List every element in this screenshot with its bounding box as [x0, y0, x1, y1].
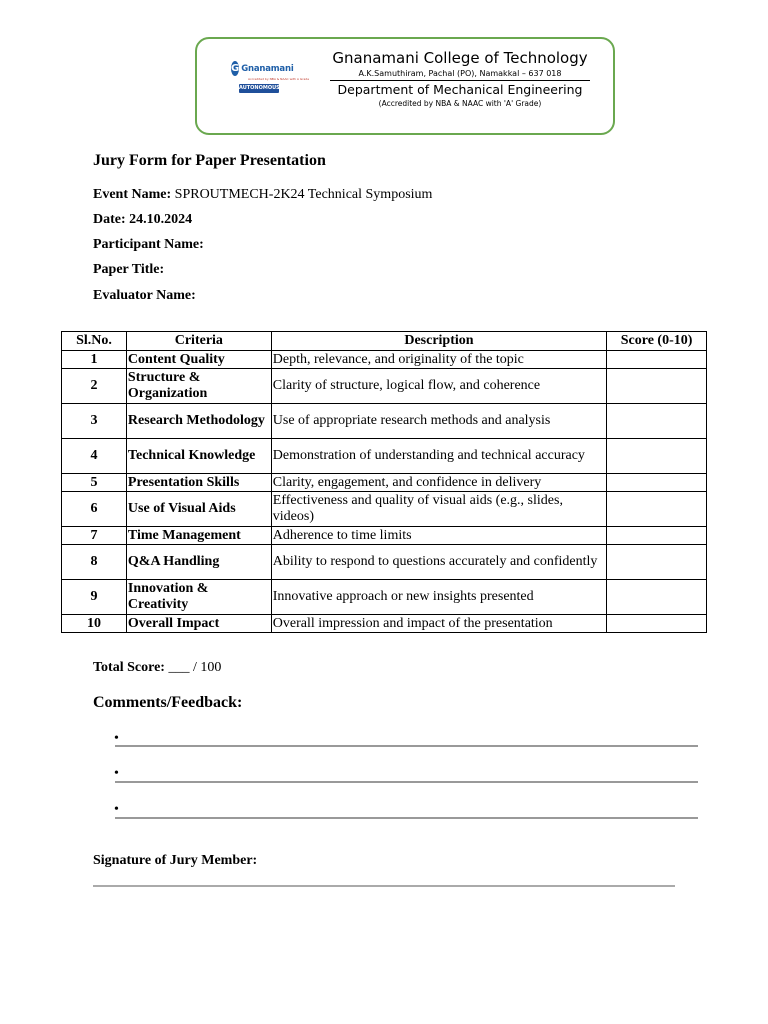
accreditation-note: (Accredited by NBA & NAAC with 'A' Grade) — [378, 99, 542, 108]
comment-line[interactable] — [115, 781, 698, 783]
total-score-label: Total Score: — [93, 660, 165, 675]
comment-bullet: • — [114, 802, 119, 817]
row-score-cell[interactable] — [607, 615, 707, 633]
logo-badge: AUTONOMOUS — [239, 85, 280, 91]
evaluator-field — [93, 288, 196, 304]
row-criteria: Time Management — [126, 527, 271, 545]
row-description: Use of appropriate research methods and analysis — [271, 404, 606, 439]
row-description: Demonstration of understanding and technical accuracy — [271, 439, 606, 474]
row-slno: 8 — [62, 545, 127, 580]
college-name: Gnanamani College of Technology — [332, 49, 588, 67]
event-value: SPROUTMECH-2K24 Technical Symposium — [174, 187, 433, 202]
row-description: Overall impression and impact of the presentation — [271, 615, 606, 633]
date-field — [93, 212, 192, 228]
row-slno: 4 — [62, 439, 127, 474]
row-description: Depth, relevance, and originality of the topic — [271, 351, 606, 369]
row-criteria: Presentation Skills — [126, 474, 271, 492]
row-score-cell[interactable] — [607, 369, 707, 404]
event-field — [93, 187, 432, 203]
header-criteria: Criteria — [126, 332, 271, 351]
row-score-cell[interactable] — [607, 527, 707, 545]
paper-title-field — [93, 262, 164, 278]
row-description: Effectiveness and quality of visual aids (e.g., slides, videos) — [271, 492, 606, 527]
form-title: Jury Form for Paper Presentation — [93, 152, 326, 169]
row-score-cell[interactable] — [607, 439, 707, 474]
row-criteria: Content Quality — [126, 351, 271, 369]
row-score-cell[interactable] — [607, 492, 707, 527]
row-description: Adherence to time limits — [271, 527, 606, 545]
college-header — [195, 37, 615, 135]
table-row — [62, 615, 707, 633]
signature-label: Signature of Jury Member: — [93, 853, 258, 868]
row-criteria: Research Methodology — [126, 404, 271, 439]
paper-title-label: Paper Title: — [93, 262, 165, 277]
department-name: Department of Mechanical Engineering — [337, 82, 583, 97]
comment-line[interactable] — [115, 817, 698, 819]
header-slno: Sl.No. — [62, 332, 127, 351]
college-logo — [231, 61, 310, 97]
date-label: Date: — [93, 212, 126, 227]
row-description: Ability to respond to questions accurately and confidently — [271, 545, 606, 580]
row-score-cell[interactable] — [607, 474, 707, 492]
table-row — [62, 474, 707, 492]
row-slno: 7 — [62, 527, 127, 545]
row-slno: 6 — [62, 492, 127, 527]
row-slno: 5 — [62, 474, 127, 492]
row-criteria: Innovation & Creativity — [126, 580, 271, 615]
table-header-row — [62, 332, 707, 351]
row-score-cell[interactable] — [607, 545, 707, 580]
comment-line[interactable] — [115, 745, 698, 747]
college-address: A.K.Samuthiram, Pachal (PO), Namakkal – 637 018 — [358, 69, 562, 78]
table-row — [62, 580, 707, 615]
table-row — [62, 351, 707, 369]
row-slno: 3 — [62, 404, 127, 439]
comment-bullet: • — [114, 731, 119, 746]
row-slno: 9 — [62, 580, 127, 615]
row-description: Clarity, engagement, and confidence in delivery — [271, 474, 606, 492]
header-description: Description — [271, 332, 606, 351]
row-score-cell[interactable] — [607, 351, 707, 369]
row-description: Clarity of structure, logical flow, and coherence — [271, 369, 606, 404]
row-criteria: Structure & Organization — [126, 369, 271, 404]
date-value: 24.10.2024 — [129, 212, 193, 227]
row-description: Innovative approach or new insights presented — [271, 580, 606, 615]
comments-title: Comments/Feedback: — [93, 694, 243, 711]
row-criteria: Q&A Handling — [126, 545, 271, 580]
row-criteria: Technical Knowledge — [126, 439, 271, 474]
header-score: Score (0-10) — [607, 332, 707, 351]
table-row — [62, 492, 707, 527]
row-slno: 1 — [62, 351, 127, 369]
participant-label: Participant Name: — [93, 237, 204, 252]
table-row — [62, 545, 707, 580]
row-score-cell[interactable] — [607, 404, 707, 439]
logo-name: Gnanamani — [241, 63, 294, 74]
participant-field — [93, 237, 204, 253]
table-row — [62, 369, 707, 404]
criteria-table — [61, 331, 707, 633]
total-score-value: ___ / 100 — [168, 660, 222, 675]
row-criteria: Use of Visual Aids — [126, 492, 271, 527]
table-row — [62, 439, 707, 474]
evaluator-label: Evaluator Name: — [93, 288, 196, 303]
signature-line[interactable] — [93, 885, 675, 887]
row-score-cell[interactable] — [607, 580, 707, 615]
logo-sub: Accredited by NBA & NAAC with A Grade — [248, 77, 310, 81]
logo-g-icon: G — [231, 63, 240, 74]
row-slno: 10 — [62, 615, 127, 633]
table-row — [62, 404, 707, 439]
comment-bullet: • — [114, 766, 119, 781]
row-slno: 2 — [62, 369, 127, 404]
header-divider — [330, 80, 590, 81]
event-label: Event Name: — [93, 187, 172, 202]
total-score — [93, 660, 221, 676]
row-criteria: Overall Impact — [126, 615, 271, 633]
table-row — [62, 527, 707, 545]
